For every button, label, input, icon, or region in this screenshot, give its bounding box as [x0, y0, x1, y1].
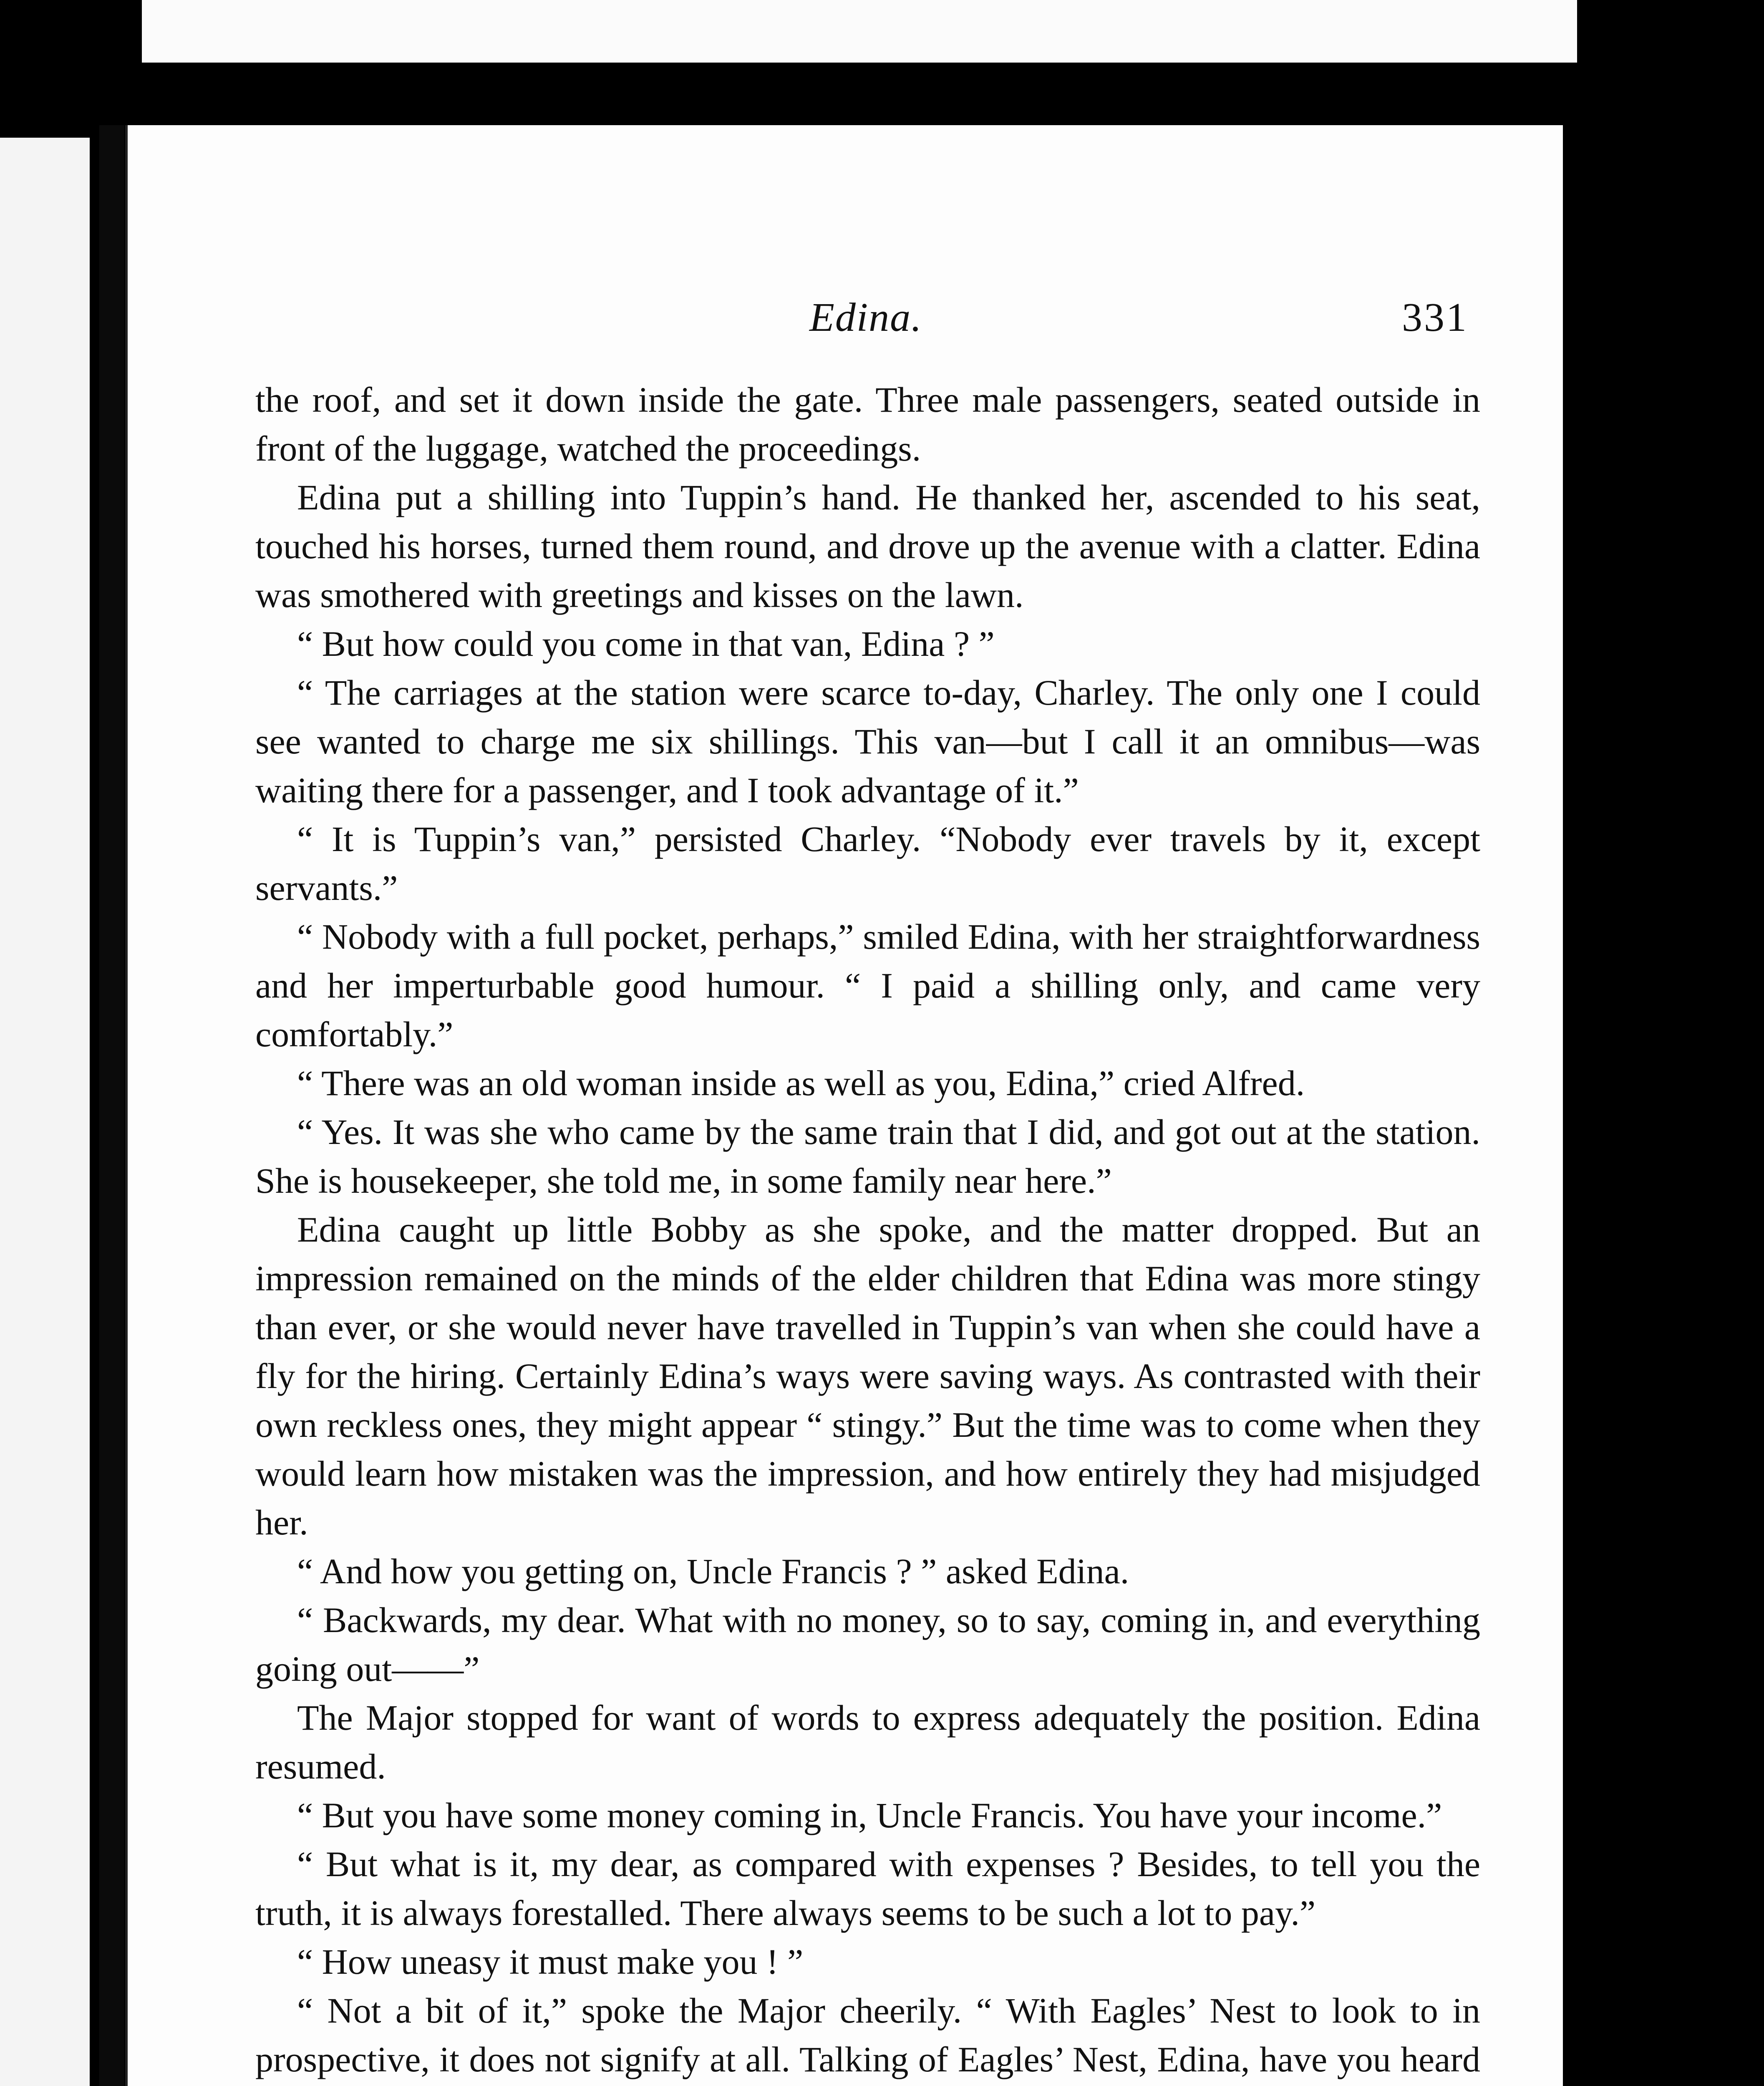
body-text [255, 375, 1480, 2086]
running-head [0, 294, 1764, 348]
paragraph: “ How uneasy it must make you ! ” [297, 1942, 804, 1982]
paragraph: “ But you have some money coming in, Uncle Francis. You have your income.” [297, 1795, 1442, 1835]
facing-page-edge [0, 138, 90, 2086]
paragraph: Edina put a shilling into Tuppin’s hand. He thanked her, ascended to his seat, touched his horses, turned them round, and drove up the avenue with a clatter. Edina was smothered with greetings and kisses on the lawn. [255, 477, 1480, 615]
running-title: Edina. [809, 295, 922, 340]
paragraph: Edina caught up little Bobby as she spoke, and the matter dropped. But an impression remained on the minds of the elder children that Edina was more stingy than ever, or she would never have travelled in Tuppin’s van when she could have a fly for the hiring. Certainly Edina’s ways were saving ways. As contrasted with their own reckless ones, they might appear “ stingy.” But the time was to come when they would learn how mistaken was the impression, and how entirely they had misjudged her. [255, 1209, 1480, 1542]
paragraph: “ The carriages at the station were scarce to-day, Charley. The only one I could see wanted to charge me six shillings. This van—but I call it an omnibus—was waiting there for a passenger, and I took advantage of it.” [255, 673, 1480, 810]
paragraph: “ Yes. It was she who came by the same train that I did, and got out at the station. She is housekeeper, she told me, in some family near here.” [255, 1112, 1480, 1201]
paragraph: “ Nobody with a full pocket, perhaps,” smiled Edina, with her straightforwardness and her imperturbable good humour. “ I paid a shilling only, and came very comfortably.” [255, 917, 1480, 1054]
page-number: 331 [1402, 295, 1468, 340]
paragraph: “ Backwards, my dear. What with no money, so to say, coming in, and everything going out——” [255, 1600, 1480, 1689]
previous-page-edge [142, 0, 1577, 63]
paragraph: “ Not a bit of it,” spoke the Major cheerily. “ With Eagles’ Nest to look to in prospective, it does not signify at all. Talking of Eagles’ Nest, Edina, have you heard [255, 1990, 1480, 2079]
paragraph: “ It is Tuppin’s van,” persisted Charley. “Nobody ever travels by it, except servants.” [255, 819, 1480, 908]
page-gutter [99, 125, 124, 2086]
paragraph: “ But how could you come in that van, Edina ? ” [297, 624, 995, 664]
paragraph: “ There was an old woman inside as well as you, Edina,” cried Alfred. [297, 1063, 1305, 1103]
paragraph: the roof, and set it down inside the gate. Three male passengers, seated outside in front of the luggage, watched the proceedings. [255, 380, 1480, 469]
paragraph: “ But what is it, my dear, as compared with expenses ? Besides, to tell you the truth, it is always forestalled. There always seems to be such a lot to pay.” [255, 1844, 1480, 1933]
paragraph: “ And how you getting on, Uncle Francis ? ” asked Edina. [297, 1551, 1129, 1591]
paragraph: The Major stopped for want of words to express adequately the position. Edina resumed. [255, 1698, 1480, 1786]
